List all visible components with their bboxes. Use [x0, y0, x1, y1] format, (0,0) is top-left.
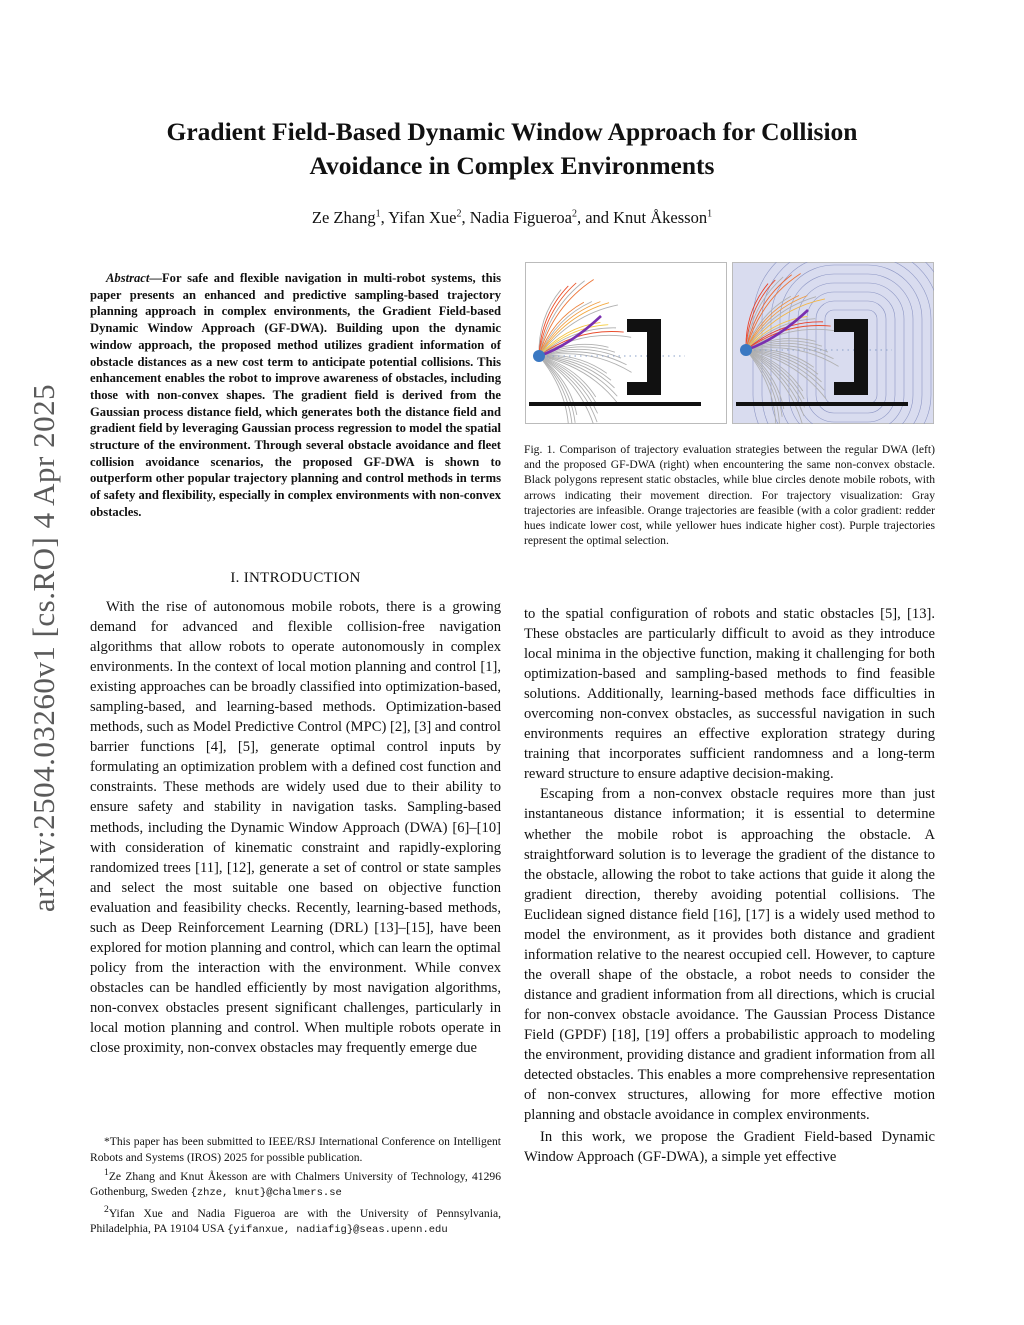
author: Knut Åkesson$^1$ — [613, 208, 713, 227]
title-line-1: Gradient Field-Based Dynamic Window Approach for Collision — [166, 117, 858, 146]
footnote-affiliation-2: $^2$Yifan Xue and Nadia Figueroa are with the University of Pennsylvania, Philadelphia, PA 19104 USA {yifanxue, nadiafig}@seas.upenn.edu — [90, 1203, 501, 1237]
wall-obstacle — [736, 402, 908, 406]
author: Nadia Figueroa$^2$, and — [469, 208, 614, 227]
footnote-submission: *This paper has been submitted to IEEE/RSJ International Conference on Intelligent Robots and Systems (IROS) 2025 for possible publication. — [90, 1135, 501, 1164]
arxiv-id-text: arXiv:2504.03260v1 [cs.RO] 4 Apr 2025 — [26, 383, 62, 912]
figure-caption: Fig. 1. Comparison of trajectory evaluation strategies between the regular DWA (left) and the proposed GF-DWA (right) when encountering the same non-convex obstacle. Black polygons represent static obstacles, while blue circles denote mobile robots, with arrows indicating their movement direction. For trajectory visualization: Gray trajectories are infeasible. Orange trajectories are feasible (with a color gradient: redder hues indicate lower cost, while yellower hues indicate higher cost). Purple trajectories represent the optimal selection. — [524, 443, 935, 548]
paragraph: With the rise of autonomous mobile robots, there is a growing demand for advanced and flexible collision-free navigation algorithms that allow robots to operate autonomously in complex environments. In the context of local motion planning and control [1], existing approaches can be broadly classified into optimization-based, sampling-based, and learning-based methods. Optimization-based methods, such as Model Predictive Control (MPC) [2], [3] and control barrier functions [4], [5], generate optimal control inputs by formulating an optimization problem with a defined cost function and constraints. These methods are widely used due to their ability to ensure safety and stability in navigation tasks. Sampling-based methods, including the Dynamic Window Approach (DWA) [6]–[10] with consideration of kinematic constraint and rapidly-exploring randomized trees [11], [12], generate a set of control or state samples and select the most suitable one based on objective function evaluation and feasibility checks. Recently, learning-based methods, such as Deep Reinforcement Learning (DRL) [13]–[15], have been explored for motion planning and control, which can learn the optimal policy from the interaction with the environment. While convex obstacles can be handled efficiently by most navigation algorithms, non-convex obstacles present significant challenges, particularly in local motion planning and control. When multiple robots operate in close proximity, non-convex obstacles may frequently emerge due — [90, 599, 501, 1057]
wall-obstacle — [529, 402, 701, 406]
email-address: {yifanxue, nadiafig}@seas.upenn.edu — [227, 1224, 448, 1237]
paragraph: In this work, we propose the Gradient Field-based Dynamic Window Approach (GF-DWA), a simple yet effective — [524, 1129, 935, 1166]
right-column-body — [524, 604, 935, 1167]
abstract-text: —For safe and flexible navigation in multi-robot systems, this paper presents an enhanced and predictive sampling-based trajectory planning approach in complex environments, the Gradient Field-based Dynamic Window Approach (GF-DWA). Building upon the dynamic window approach, the proposed method utilizes gradient information of obstacle distances as a new cost term to anticipate potential collisions. This enhancement enables the robot to improve awareness of obstacles, including those with non-convex shapes. The gradient field is derived from the Gaussian process distance field, which generates both the distance field and gradient field by leveraging Gaussian process regression to model the spatial structure of the environment. Through several obstacle avoidance and fleet collision avoidance scenarios, the proposed GF-DWA is shown to outperform other popular trajectory planning and control methods in terms of safety and flexibility, especially in complex environments with non-convex obstacles. — [90, 271, 501, 519]
footnotes — [90, 1134, 501, 1239]
figure-panel-dwa — [525, 262, 727, 424]
author: Ze Zhang$^1$, — [311, 208, 389, 227]
paper-title — [110, 115, 914, 183]
footnote-affiliation-1: $^1$Ze Zhang and Knut Åkesson are with Chalmers University of Technology, 41296 Gothenburg, Sweden {zhze, knut}@chalmers.se — [90, 1167, 501, 1200]
abstract — [90, 270, 501, 521]
section-heading-introduction: I. INTRODUCTION — [230, 570, 361, 586]
figure-1 — [525, 262, 934, 424]
email-address: {zhze, knut}@chalmers.se — [190, 1187, 342, 1200]
author-list — [110, 208, 914, 228]
arxiv-identifier-stamp — [22, 360, 66, 935]
title-line-2: Avoidance in Complex Environments — [309, 151, 715, 180]
robot-marker — [740, 344, 752, 356]
paragraph: Escaping from a non-convex obstacle requires more than just instantaneous distance information; it is essential to determine whether the mobile robot is approaching the obstacle. A straightforward solution is to leverage the gradient of the distance to the obstacle, allowing the robot to take actions that guide it along the gradient direction, thereby avoiding potential collisions. The Euclidean signed distance field [16], [17] is a widely used method to model the environment, as it provides both distance and gradient information relative to the nearest occupied cell. However, to capture the overall shape of the obstacle, a robot needs to consider the distance and gradient information from all directions, which is crucial for non-convex obstacle avoidance. The Gaussian Process Distance Field (GPDF) [18], [19] offers a probabilistic approach to modeling the environment, providing distance and gradient information from all detected obstacles. This enables a more comprehensive representation of non-convex structures, allowing for more effective motion planning and obstacle avoidance in complex environments. — [524, 786, 935, 1124]
robot-marker — [533, 350, 545, 362]
figure-panel-gf-dwa — [732, 262, 934, 424]
panel-frame — [526, 263, 727, 424]
abstract-label: Abstract — [106, 271, 150, 285]
author: Yifan Xue$^2$, — [388, 208, 470, 227]
paragraph: to the spatial configuration of robots and static obstacles [5], [13]. These obstacles are particularly difficult to avoid as they introduce local minima in the objective function, making it challenging for both optimization-based and sampling-based methods to find feasible solutions. Additionally, learning-based methods face difficulties in overcoming non-convex obstacles, as successful navigation in such environments requires an effective exploration strategy during training that incorporates sufficient randomness and a long-term reward structure to ensure adaptive decision-making. — [524, 606, 935, 783]
left-column-body — [90, 597, 501, 1058]
